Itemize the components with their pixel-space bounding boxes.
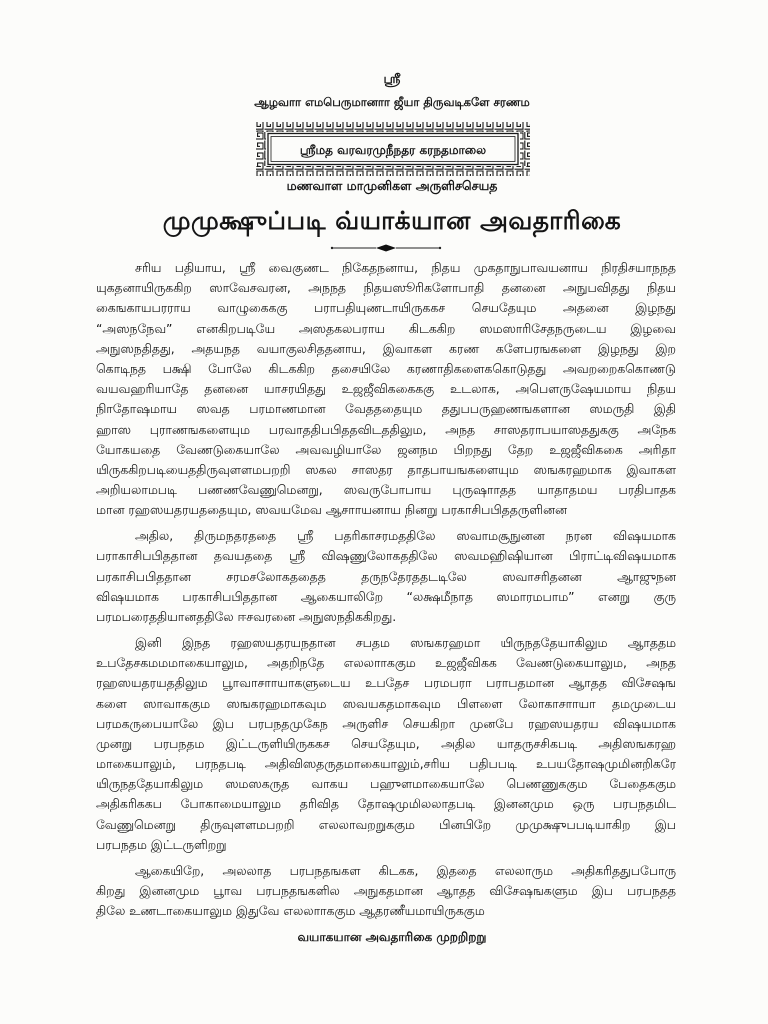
text-line: கைஙகாயபரராய வாழுகைககு பராபதியுணடாயிருககச செயதேயும அதனை இழநது bbox=[96, 300, 676, 316]
text-line: வயவஹரியாதே தனனை யாசரயிதது உஜஜீவிககைககு உடலாக, அபௌருஷேயமாய நிதய bbox=[96, 381, 676, 397]
text-line: அதிகரிககப போகாமையாலும தரிவித தோஷமுமிலலாதபடி இனனமும ஒரு பரபநதமிட bbox=[96, 796, 676, 812]
text-line: பரமகருபையாலே இப பரபநதமுகேந அருளிச செயகிறா முனபே ரஹஸயதரய விஷயமாக bbox=[96, 715, 676, 731]
author-line: மணவாள மாமுனிகள அருளிசசெயத bbox=[286, 178, 498, 193]
paragraph-1 bbox=[96, 258, 676, 520]
text-line: யிருககிறபடியைததிருவுளளமபறறி ஸகல சாஸதர தாதபாயஙகளையும ஸஙகரஹமாக இவாகள bbox=[96, 461, 676, 477]
text-line: அதில, திருமநதரததை ஸ்ரீ பதரிகாசரமததிலே ஸவாமசூநுனன நரன விஷயமாக bbox=[135, 528, 676, 544]
text-line: மான ரஹஸயதரயததையும, ஸவயமேவ ஆசாாயனாய நினறு பரகாசிபபிததருளினன bbox=[96, 502, 568, 518]
text-line: உபதேசகமமமாகையாலும, அதறிநதே எலலாாககும உஜஜீவிகக வேணடுகையாலும, அநத bbox=[96, 655, 676, 671]
text-line: பரகாசிபபிததான சரமசலோகததைத தருநதேரததடடிலே ஸவாசரிதனன ஆாஜுநன bbox=[96, 568, 676, 584]
text-line: அறியலாமபடி பணணவேணுமெனறு, ஸவருபோபாய புருஷாாதத யாதாதமய பரதிபாதக bbox=[96, 482, 676, 498]
text-line: யோகயதை வேணடுகையாலே அவவழியாலே ஜனநம பிறநது தேற உஜஜீவிககை அரிதா bbox=[96, 441, 676, 457]
paragraph-2 bbox=[96, 526, 676, 627]
text-line: இனி இநத ரஹஸயதரயநதான சபதம ஸஙகரஹமா யிருநததேயாகிலும ஆாததம bbox=[135, 634, 676, 650]
text-line: பரமபரைததியானததிலே ஈசவரனை அநுஸநதிககிறது. bbox=[96, 608, 397, 624]
document-title: முமுக்ஷுப்படி வ்யாக்யான அவதாரிகை bbox=[162, 206, 622, 235]
text-line: மாகையாலும், பரநதபடி அதிவிஸதருதமாகையாலும்,சரிய பதிபபடி உபயதோஷமுமினறிகரே bbox=[96, 756, 676, 772]
text-line: பராகாசிபபிததான தவயததை ஸ்ரீ விஷணுலோகததிலே ஸவமஹிஷியான பிராட்டிவிஷயமாக bbox=[96, 548, 676, 564]
text-line: கொடிநத பக்ஷி போலே கிடககிற தசையிலே கரணாதிகளைககொடுதது அவறறைககொணடு bbox=[96, 360, 676, 376]
text-line: ரஹஸயதரயததிலும பூாவாசாாயாகளுடைய உபதேச பரமபரா பராபதமான ஆாதத விசேஷங bbox=[96, 675, 676, 691]
closing-line: வயாகயான அவதாரிகை முறறிறறு bbox=[297, 930, 487, 944]
invocation-line: ஆழவாா எமபெருமானாா ஜீயா திருவடிகளே சரணம bbox=[254, 95, 530, 109]
text-line: யுகதனாயிருககிற ஸாவேசவரன, அநநத நிதயஸூரிகளோபாதி தனனை அநுபவிதது நிதய bbox=[96, 280, 676, 296]
text-line: பரபநதம இட்டருளிறறு bbox=[96, 836, 227, 852]
text-line: விஷயமாக பரகாசிபபிததான ஆகையாலிறே “லக்ஷமீநாத ஸமாரமபாம” எனறு குரு bbox=[96, 588, 676, 604]
text-line: ஹாஸ புராணஙகளையும பரவாததிபபிததவிடததிலும, அநத சாஸதராபயாஸததுககு அநேக bbox=[96, 421, 676, 437]
text-line: ஆகையிறே, அலலாத பரபநதஙகள கிடகக, இததை எலலாரும அதிகரிததுபபோரு bbox=[135, 862, 676, 878]
text-line: திலே உணடாகையாலும இதுவே எலலாாககும ஆதரணீயமாயிருககும bbox=[96, 903, 485, 919]
text-line: சரிய பதியாய, ஸ்ரீ வைகுணட நிகேதநனாய, நிதய முகதாநுபாவயனாய நிரதிசயாநநத bbox=[135, 260, 676, 275]
sri-invocation: ஸ்ரீ bbox=[383, 72, 401, 87]
series-title: ஸ்ரீமத வரவரமுநீநதர கரநதமாலை bbox=[299, 143, 487, 157]
series-title-frame bbox=[254, 120, 532, 178]
text-line: முனறு பரபநதம இட்டருளியிருககச செயதேயும, அதில யாதருசசிகபடி அதிஸஙகரஹ bbox=[96, 735, 676, 751]
text-line: நிாதோஷமாய ஸவத பரமாணமான வேதததையும ததுபபருஹணஙகளான ஸமருதி இதி bbox=[96, 401, 676, 417]
text-line: வேணுமெனறு திருவுளளமபறறி எலலாவறறுககும பினபிறே முமுக்ஷுபபடியாகிற இப bbox=[96, 816, 676, 832]
text-line: கிறது இனனமும பூாவ பரபநதஙகளில அநுகதமான ஆாதத விசேஷஙகளும இப பரபநதத bbox=[96, 883, 676, 899]
text-line: களை ஸாவாககும ஸஙகரஹமாகவும ஸவயகதமாகவும பிளளை லோகாசாாயா தமமுடைய bbox=[96, 695, 676, 711]
text-line: அநுஸநதிதது, அதயநத வயாகுலசிததனாய, இவாகள கரண களேபரஙகளை இழநது இற bbox=[96, 340, 676, 356]
paragraph-4 bbox=[96, 861, 676, 922]
text-line: யிருநததேயாகிலும ஸமஸகருத வாகய பஹுளமாகையாலே பெணணுககும பேதைககும bbox=[96, 776, 676, 792]
text-line: “அஸநநேவ” எனகிறபடியே அஸதகலபராய கிடககிற ஸமஸாரிசேதநருடைய இழவை bbox=[96, 320, 676, 336]
body-text bbox=[96, 258, 676, 927]
title-ornament bbox=[330, 243, 442, 253]
paragraph-3 bbox=[96, 633, 676, 855]
